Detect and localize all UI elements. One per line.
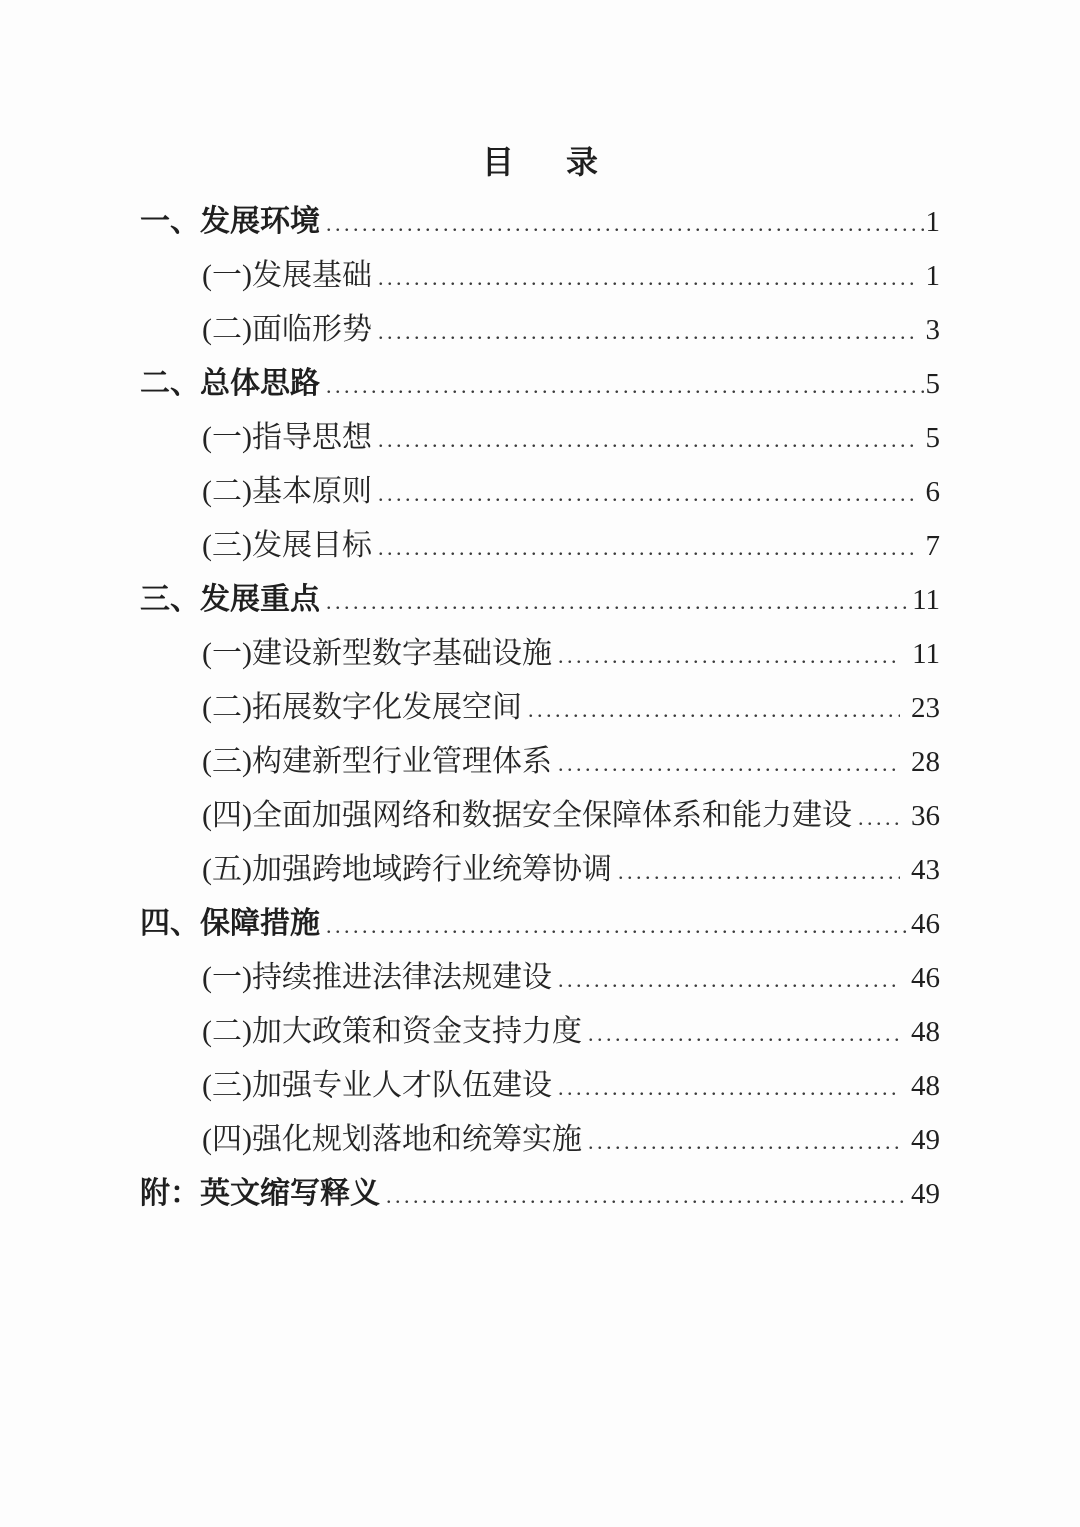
toc-entry-page-number: 3 bbox=[925, 314, 940, 346]
toc-entry bbox=[140, 465, 940, 519]
dot-leader bbox=[588, 1115, 900, 1169]
toc-entry-page-number: 11 bbox=[912, 584, 940, 616]
toc-entry-label: 三、发展重点 bbox=[140, 583, 320, 616]
toc-entry bbox=[140, 249, 940, 303]
toc-entry bbox=[140, 1059, 940, 1113]
toc-entry-label: (一)建设新型数字基础设施 bbox=[202, 637, 552, 670]
toc-entry-label: (一)持续推进法律法规建设 bbox=[202, 961, 552, 994]
toc-entry bbox=[140, 951, 940, 1005]
toc-entry bbox=[140, 735, 940, 789]
toc-entry-page-number: 1 bbox=[925, 206, 940, 238]
toc-entry-label: (一)指导思想 bbox=[202, 421, 372, 454]
toc-entry bbox=[140, 681, 940, 735]
toc-entry-label: 一、发展环境 bbox=[140, 205, 320, 238]
toc-entry bbox=[140, 789, 940, 843]
dot-leader bbox=[326, 359, 924, 413]
toc-entry bbox=[140, 357, 940, 411]
toc-entry-label: (二)面临形势 bbox=[202, 313, 372, 346]
dot-leader bbox=[558, 1061, 900, 1115]
toc-entry-page-number: 5 bbox=[925, 368, 940, 400]
toc-entry bbox=[140, 627, 940, 681]
toc-entry-page-number: 49 bbox=[911, 1178, 940, 1210]
dot-leader bbox=[326, 197, 924, 251]
dot-leader bbox=[378, 413, 915, 467]
toc-entry-page-number: 11 bbox=[912, 638, 940, 670]
dot-leader bbox=[326, 899, 909, 953]
toc-entry-page-number: 6 bbox=[925, 476, 940, 508]
dot-leader bbox=[378, 305, 915, 359]
toc-title: 目 录 bbox=[481, 144, 608, 180]
dot-leader bbox=[858, 791, 900, 845]
dot-leader bbox=[588, 1007, 900, 1061]
toc-entry bbox=[140, 519, 940, 573]
dot-leader bbox=[558, 737, 900, 791]
toc-entry-page-number: 5 bbox=[925, 422, 940, 454]
dot-leader bbox=[386, 1169, 909, 1223]
toc-entry-page-number: 23 bbox=[911, 692, 940, 724]
toc-entry-page-number: 7 bbox=[925, 530, 940, 562]
toc-entry-label: (四)强化规划落地和统筹实施 bbox=[202, 1123, 582, 1156]
toc-entry-label: (二)拓展数字化发展空间 bbox=[202, 691, 522, 724]
toc-entry-page-number: 36 bbox=[911, 800, 940, 832]
dot-leader bbox=[528, 683, 900, 737]
toc-entry-label: (三)构建新型行业管理体系 bbox=[202, 745, 552, 778]
toc-entry bbox=[140, 303, 940, 357]
toc-entry-page-number: 46 bbox=[911, 908, 940, 940]
dot-leader bbox=[558, 953, 900, 1007]
toc-entry-page-number: 48 bbox=[911, 1070, 940, 1102]
toc-entry-page-number: 28 bbox=[911, 746, 940, 778]
toc-entry-label: (四)全面加强网络和数据安全保障体系和能力建设 bbox=[202, 799, 852, 832]
toc-entry-page-number: 48 bbox=[911, 1016, 940, 1048]
toc-entry-label: (二)基本原则 bbox=[202, 475, 372, 508]
dot-leader bbox=[618, 845, 900, 899]
toc-entry-label: 四、保障措施 bbox=[140, 907, 320, 940]
toc-entry-label: 二、总体思路 bbox=[140, 367, 320, 400]
toc-entry bbox=[140, 195, 940, 249]
toc-list bbox=[0, 195, 1080, 1221]
dot-leader bbox=[378, 467, 915, 521]
dot-leader bbox=[378, 521, 915, 575]
toc-entry bbox=[140, 1167, 940, 1221]
toc-entry bbox=[140, 411, 940, 465]
toc-entry-label: (一)发展基础 bbox=[202, 259, 372, 292]
toc-entry bbox=[140, 573, 940, 627]
toc-entry-label: (三)发展目标 bbox=[202, 529, 372, 562]
toc-entry-page-number: 49 bbox=[911, 1124, 940, 1156]
dot-leader bbox=[378, 251, 915, 305]
toc-entry-label: (三)加强专业人才队伍建设 bbox=[202, 1069, 552, 1102]
toc-entry bbox=[140, 843, 940, 897]
toc-entry bbox=[140, 1113, 940, 1167]
dot-leader bbox=[558, 629, 901, 683]
dot-leader bbox=[326, 575, 910, 629]
toc-entry-label: (二)加大政策和资金支持力度 bbox=[202, 1015, 582, 1048]
toc-entry-page-number: 43 bbox=[911, 854, 940, 886]
toc-entry-label: (五)加强跨地域跨行业统筹协调 bbox=[202, 853, 612, 886]
toc-entry bbox=[140, 897, 940, 951]
toc-entry-label: 附：英文缩写释义 bbox=[140, 1177, 380, 1210]
toc-entry bbox=[140, 1005, 940, 1059]
toc-entry-page-number: 1 bbox=[925, 260, 940, 292]
toc-entry-page-number: 46 bbox=[911, 962, 940, 994]
